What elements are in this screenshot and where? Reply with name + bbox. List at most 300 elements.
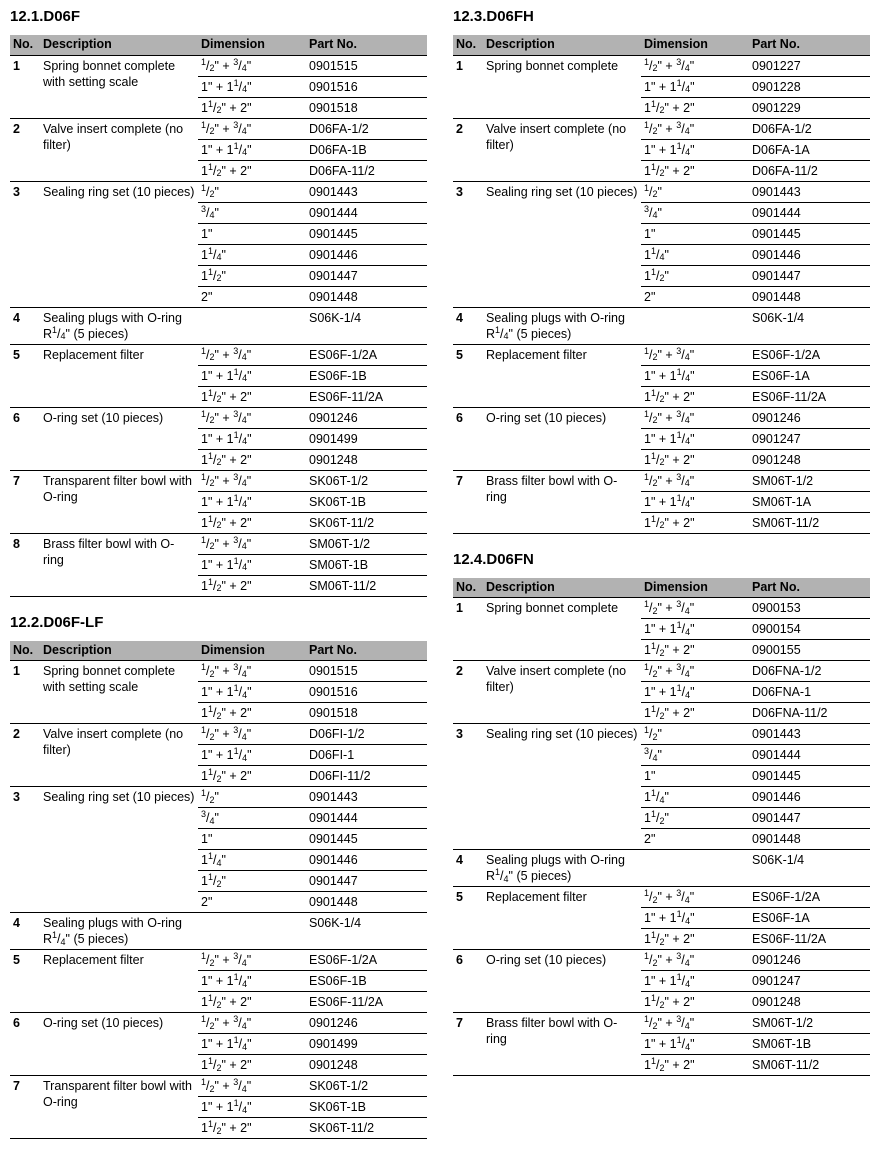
item-description: Sealing plugs with O-ring $R^1/_4$" (5 pieces) [40, 307, 198, 344]
item-part-number: 0901246 [749, 950, 870, 971]
column-header: Part No. [749, 578, 870, 598]
table-row [10, 470, 427, 491]
item-part-number: D06FNA-1/2 [749, 661, 870, 682]
item-dimension: $1^1/_2$" [641, 265, 749, 286]
item-description: O-ring set (10 pieces) [40, 407, 198, 470]
item-part-number: 0901247 [749, 428, 870, 449]
item-dimension: $^3/_4$" [641, 745, 749, 766]
item-part-number: ES06F-1/2A [749, 344, 870, 365]
item-dimension: 2" [641, 829, 749, 850]
item-part-number: 0901229 [749, 97, 870, 118]
item-dimension: $^3/_4$" [198, 202, 306, 223]
item-part-number: SM06T-1/2 [749, 1013, 870, 1034]
item-part-number: S06K-1/4 [306, 307, 427, 344]
item-part-number: SM06T-11/2 [306, 575, 427, 596]
item-number: 3 [453, 181, 483, 307]
item-dimension: 1" + $1^1/_4$" [198, 139, 306, 160]
item-part-number: ES06F-1/2A [306, 344, 427, 365]
parts-table [453, 578, 870, 1077]
item-dimension: $^1/_2$" [198, 181, 306, 202]
item-number: 1 [10, 55, 40, 118]
item-part-number: 0901248 [306, 1055, 427, 1076]
item-part-number: 0901446 [306, 244, 427, 265]
item-dimension: 1" [641, 223, 749, 244]
item-dimension: $^1/_2$" + $^3/_4$" [641, 118, 749, 139]
item-part-number: 0901444 [306, 808, 427, 829]
item-part-number: 0901443 [749, 181, 870, 202]
item-part-number: 0901444 [749, 745, 870, 766]
table-row [10, 344, 427, 365]
item-description: Sealing ring set (10 pieces) [40, 787, 198, 913]
column-header: Description [483, 578, 641, 598]
column-header: No. [10, 35, 40, 55]
item-part-number: ES06F-1B [306, 365, 427, 386]
item-dimension: 1" + $1^1/_4$" [198, 76, 306, 97]
item-description: Spring bonnet complete [483, 598, 641, 661]
item-dimension: $1^1/_2$" [641, 808, 749, 829]
table-row [453, 181, 870, 202]
item-part-number: SM06T-1/2 [306, 533, 427, 554]
item-dimension: 1" + $1^1/_4$" [641, 428, 749, 449]
item-dimension: 1" + $1^1/_4$" [198, 1034, 306, 1055]
item-part-number: D06FA-1/2 [306, 118, 427, 139]
item-part-number: 0901248 [749, 992, 870, 1013]
item-dimension: $^1/_2$" + $^3/_4$" [198, 1076, 306, 1097]
item-dimension [198, 307, 306, 344]
item-dimension: $1^1/_2$" + 2" [198, 97, 306, 118]
item-part-number: SM06T-1B [306, 554, 427, 575]
table-row [453, 307, 870, 344]
table-row [453, 661, 870, 682]
item-dimension: $^1/_2$" + $^3/_4$" [198, 724, 306, 745]
item-part-number: D06FI-11/2 [306, 766, 427, 787]
item-part-number: 0901447 [749, 265, 870, 286]
item-part-number: 0901443 [306, 181, 427, 202]
table-header-row [453, 35, 870, 55]
item-description: Transparent filter bowl with O-ring [40, 1076, 198, 1139]
item-part-number: ES06F-11/2A [306, 992, 427, 1013]
item-number: 3 [10, 787, 40, 913]
item-dimension: $^1/_2$" + $^3/_4$" [641, 344, 749, 365]
item-number: 2 [453, 661, 483, 724]
item-part-number: D06FA-1/2 [749, 118, 870, 139]
item-part-number: D06FA-11/2 [749, 160, 870, 181]
item-description: O-ring set (10 pieces) [483, 950, 641, 1013]
item-number: 6 [10, 1013, 40, 1076]
table-row [10, 661, 427, 682]
item-dimension: $^1/_2$" + $^3/_4$" [198, 470, 306, 491]
item-number: 7 [10, 1076, 40, 1139]
column-header: Dimension [198, 35, 306, 55]
item-description: Replacement filter [483, 887, 641, 950]
item-dimension: $1^1/_4$" [198, 244, 306, 265]
item-part-number: D06FA-11/2 [306, 160, 427, 181]
item-description: Sealing ring set (10 pieces) [40, 181, 198, 307]
item-dimension: 2" [198, 286, 306, 307]
table-row [10, 1013, 427, 1034]
item-description: Sealing plugs with O-ring $R^1/_4$" (5 pieces) [483, 307, 641, 344]
parts-section [10, 8, 427, 597]
table-row [453, 724, 870, 745]
item-dimension: $1^1/_2$" [198, 265, 306, 286]
item-dimension [641, 850, 749, 887]
item-dimension: $1^1/_4$" [641, 787, 749, 808]
item-part-number: 0901446 [749, 244, 870, 265]
item-part-number: SM06T-1A [749, 491, 870, 512]
item-part-number: 0901447 [306, 265, 427, 286]
item-description: Brass filter bowl with O-ring [40, 533, 198, 596]
item-dimension: $1^1/_2$" + 2" [641, 992, 749, 1013]
item-part-number: 0901445 [749, 223, 870, 244]
item-dimension: $^1/_2$" [198, 787, 306, 808]
item-dimension: 1" [198, 829, 306, 850]
item-dimension: $1^1/_2$" + 2" [198, 1055, 306, 1076]
item-dimension [198, 913, 306, 950]
table-row [453, 344, 870, 365]
item-part-number: SM06T-1/2 [749, 470, 870, 491]
table-row [10, 724, 427, 745]
item-part-number: SK06T-11/2 [306, 1118, 427, 1139]
item-description: O-ring set (10 pieces) [483, 407, 641, 470]
item-part-number: 0901446 [749, 787, 870, 808]
item-part-number: D06FNA-11/2 [749, 703, 870, 724]
parts-table [10, 35, 427, 597]
item-number: 7 [453, 1013, 483, 1076]
table-row [10, 55, 427, 76]
item-description: Spring bonnet complete with setting scale [40, 55, 198, 118]
parts-section [453, 8, 870, 534]
item-part-number: 0901444 [306, 202, 427, 223]
item-dimension: $1^1/_2$" + 2" [641, 1055, 749, 1076]
item-dimension [641, 307, 749, 344]
item-part-number: 0901246 [306, 407, 427, 428]
item-number: 4 [453, 307, 483, 344]
item-dimension: $1^1/_2$" + 2" [641, 160, 749, 181]
item-part-number: 0901515 [306, 55, 427, 76]
item-part-number: SK06T-11/2 [306, 512, 427, 533]
item-part-number: 0901445 [749, 766, 870, 787]
column-header: Description [40, 641, 198, 661]
item-dimension: 1" + $1^1/_4$" [198, 491, 306, 512]
item-dimension: 1" [641, 766, 749, 787]
item-part-number: ES06F-1A [749, 908, 870, 929]
item-number: 6 [10, 407, 40, 470]
item-part-number: D06FI-1 [306, 745, 427, 766]
item-part-number: S06K-1/4 [749, 850, 870, 887]
item-dimension: 1" + $1^1/_4$" [641, 971, 749, 992]
item-part-number: SK06T-1/2 [306, 1076, 427, 1097]
item-description: Valve insert complete (no filter) [40, 724, 198, 787]
item-dimension: 1" + $1^1/_4$" [641, 619, 749, 640]
table-row [10, 913, 427, 950]
item-dimension: 1" + $1^1/_4$" [641, 682, 749, 703]
item-description: Sealing ring set (10 pieces) [483, 181, 641, 307]
section-title: 12.1.D06F [10, 8, 81, 25]
item-number: 5 [10, 344, 40, 407]
item-number: 6 [453, 407, 483, 470]
item-part-number: D06FA-1A [749, 139, 870, 160]
item-description: Valve insert complete (no filter) [40, 118, 198, 181]
table-row [10, 1076, 427, 1097]
item-part-number: ES06F-11/2A [306, 386, 427, 407]
item-dimension: $1^1/_2$" [198, 871, 306, 892]
item-number: 2 [453, 118, 483, 181]
column-header: Part No. [306, 641, 427, 661]
page-column [453, 8, 870, 1093]
item-dimension: $^1/_2$" + $^3/_4$" [198, 1013, 306, 1034]
item-part-number: 0901516 [306, 682, 427, 703]
table-header-row [453, 578, 870, 598]
item-description: Sealing plugs with O-ring $R^1/_4$" (5 pieces) [40, 913, 198, 950]
item-part-number: 0901446 [306, 850, 427, 871]
item-dimension: 1" + $1^1/_4$" [198, 428, 306, 449]
item-dimension: $1^1/_4$" [198, 850, 306, 871]
item-dimension: 1" [198, 223, 306, 244]
item-dimension: $1^1/_4$" [641, 244, 749, 265]
item-part-number: 0901246 [306, 1013, 427, 1034]
column-header: Dimension [641, 578, 749, 598]
parts-table [453, 35, 870, 534]
item-description: Replacement filter [40, 950, 198, 1013]
item-number: 1 [453, 55, 483, 118]
column-header: Description [483, 35, 641, 55]
item-dimension: $1^1/_2$" + 2" [641, 512, 749, 533]
item-description: Sealing ring set (10 pieces) [483, 724, 641, 850]
item-dimension: $1^1/_2$" + 2" [641, 97, 749, 118]
item-dimension: $^1/_2$" + $^3/_4$" [641, 407, 749, 428]
item-dimension: $^1/_2$" + $^3/_4$" [641, 55, 749, 76]
item-dimension: 1" + $1^1/_4$" [198, 1097, 306, 1118]
table-header-row [10, 35, 427, 55]
item-description: Spring bonnet complete [483, 55, 641, 118]
item-dimension: $1^1/_2$" + 2" [641, 929, 749, 950]
item-part-number: 0901448 [749, 829, 870, 850]
item-dimension: 1" + $1^1/_4$" [198, 554, 306, 575]
item-dimension: $^1/_2$" + $^3/_4$" [198, 661, 306, 682]
column-header: No. [453, 578, 483, 598]
item-part-number: 0901518 [306, 97, 427, 118]
item-part-number: 0901448 [749, 286, 870, 307]
item-part-number: ES06F-1A [749, 365, 870, 386]
item-dimension: $^3/_4$" [198, 808, 306, 829]
page-column [10, 8, 427, 1156]
item-number: 5 [453, 887, 483, 950]
item-part-number: 0901443 [749, 724, 870, 745]
item-dimension: 1" + $1^1/_4$" [641, 491, 749, 512]
table-header-row [10, 641, 427, 661]
item-dimension: $^1/_2$" [641, 181, 749, 202]
column-header: No. [453, 35, 483, 55]
item-description: Replacement filter [40, 344, 198, 407]
item-dimension: $^3/_4$" [641, 202, 749, 223]
item-part-number: ES06F-11/2A [749, 929, 870, 950]
item-part-number: D06FNA-1 [749, 682, 870, 703]
item-part-number: 0901248 [306, 449, 427, 470]
table-row [453, 407, 870, 428]
table-row [453, 470, 870, 491]
item-part-number: 0901444 [749, 202, 870, 223]
item-dimension: $^1/_2$" + $^3/_4$" [198, 118, 306, 139]
item-dimension: $1^1/_2$" + 2" [641, 703, 749, 724]
item-dimension: 1" + $1^1/_4$" [641, 76, 749, 97]
item-number: 6 [453, 950, 483, 1013]
item-part-number: ES06F-1B [306, 971, 427, 992]
item-dimension: 2" [198, 892, 306, 913]
item-dimension: 1" + $1^1/_4$" [641, 908, 749, 929]
item-dimension: 2" [641, 286, 749, 307]
item-dimension: $^1/_2$" + $^3/_4$" [198, 344, 306, 365]
table-row [453, 598, 870, 619]
item-number: 5 [453, 344, 483, 407]
item-dimension: $^1/_2$" + $^3/_4$" [198, 55, 306, 76]
item-dimension: $^1/_2$" + $^3/_4$" [641, 661, 749, 682]
table-row [453, 887, 870, 908]
item-dimension: $1^1/_2$" + 2" [198, 992, 306, 1013]
table-row [453, 55, 870, 76]
table-row [10, 407, 427, 428]
table-row [10, 950, 427, 971]
item-number: 3 [10, 181, 40, 307]
item-dimension: $^1/_2$" + $^3/_4$" [641, 470, 749, 491]
item-description: O-ring set (10 pieces) [40, 1013, 198, 1076]
item-part-number: 0900155 [749, 640, 870, 661]
item-description: Valve insert complete (no filter) [483, 661, 641, 724]
item-part-number: 0901515 [306, 661, 427, 682]
item-part-number: S06K-1/4 [306, 913, 427, 950]
table-row [10, 181, 427, 202]
item-part-number: 0901447 [749, 808, 870, 829]
item-part-number: SM06T-11/2 [749, 512, 870, 533]
item-part-number: 0901516 [306, 76, 427, 97]
column-header: Description [40, 35, 198, 55]
item-dimension: $^1/_2$" [641, 724, 749, 745]
item-number: 3 [453, 724, 483, 850]
item-part-number: ES06F-1/2A [306, 950, 427, 971]
item-number: 4 [10, 307, 40, 344]
column-header: Part No. [749, 35, 870, 55]
item-dimension: $^1/_2$" + $^3/_4$" [198, 407, 306, 428]
item-description: Brass filter bowl with O-ring [483, 470, 641, 533]
item-dimension: $1^1/_2$" + 2" [198, 766, 306, 787]
section-title: 12.2.D06F-LF [10, 613, 104, 631]
item-part-number: 0901447 [306, 871, 427, 892]
item-dimension: $^1/_2$" + $^3/_4$" [641, 950, 749, 971]
item-part-number: 0901448 [306, 286, 427, 307]
item-dimension: $^1/_2$" + $^3/_4$" [198, 950, 306, 971]
item-part-number: 0901499 [306, 428, 427, 449]
section-title: 12.4.D06FN [453, 550, 534, 568]
item-dimension: $1^1/_2$" + 2" [198, 386, 306, 407]
item-description: Transparent filter bowl with O-ring [40, 470, 198, 533]
item-dimension: $^1/_2$" + $^3/_4$" [641, 1013, 749, 1034]
item-dimension: $1^1/_2$" + 2" [198, 1118, 306, 1139]
item-number: 1 [10, 661, 40, 724]
item-number: 8 [10, 533, 40, 596]
item-number: 5 [10, 950, 40, 1013]
item-dimension: $1^1/_2$" + 2" [198, 575, 306, 596]
item-number: 2 [10, 118, 40, 181]
parts-table [10, 641, 427, 1140]
item-dimension: $1^1/_2$" + 2" [641, 449, 749, 470]
item-number: 4 [10, 913, 40, 950]
item-number: 7 [10, 470, 40, 533]
table-row [10, 118, 427, 139]
item-dimension: 1" + $1^1/_4$" [198, 365, 306, 386]
item-dimension: $1^1/_2$" + 2" [641, 640, 749, 661]
item-number: 1 [453, 598, 483, 661]
item-part-number: 0901227 [749, 55, 870, 76]
table-row [10, 533, 427, 554]
item-part-number: 0901247 [749, 971, 870, 992]
item-part-number: 0900153 [749, 598, 870, 619]
item-part-number: 0901228 [749, 76, 870, 97]
table-row [453, 850, 870, 887]
item-dimension: $1^1/_2$" + 2" [198, 703, 306, 724]
item-description: Spring bonnet complete with setting scale [40, 661, 198, 724]
item-dimension: 1" + $1^1/_4$" [198, 971, 306, 992]
item-description: Brass filter bowl with O-ring [483, 1013, 641, 1076]
item-part-number: D06FI-1/2 [306, 724, 427, 745]
table-row [453, 1013, 870, 1034]
item-dimension: $^1/_2$" + $^3/_4$" [198, 533, 306, 554]
item-part-number: SM06T-1B [749, 1034, 870, 1055]
item-part-number: SM06T-11/2 [749, 1055, 870, 1076]
item-part-number: SK06T-1B [306, 491, 427, 512]
item-part-number: 0901448 [306, 892, 427, 913]
item-part-number: 0900154 [749, 619, 870, 640]
table-row [10, 307, 427, 344]
table-row [10, 787, 427, 808]
item-description: Replacement filter [483, 344, 641, 407]
item-part-number: 0901443 [306, 787, 427, 808]
column-header: Dimension [198, 641, 306, 661]
item-dimension: $1^1/_2$" + 2" [198, 160, 306, 181]
item-dimension: 1" + $1^1/_4$" [198, 745, 306, 766]
item-part-number: SK06T-1B [306, 1097, 427, 1118]
section-title: 12.3.D06FH [453, 8, 534, 25]
item-part-number: 0901248 [749, 449, 870, 470]
item-dimension: $1^1/_2$" + 2" [198, 512, 306, 533]
table-row [453, 950, 870, 971]
item-number: 4 [453, 850, 483, 887]
item-part-number: ES06F-1/2A [749, 887, 870, 908]
column-header: Part No. [306, 35, 427, 55]
parts-section [453, 551, 870, 1077]
item-part-number: 0901518 [306, 703, 427, 724]
item-dimension: 1" + $1^1/_4$" [641, 1034, 749, 1055]
item-part-number: 0901445 [306, 829, 427, 850]
parts-section [10, 614, 427, 1140]
item-number: 7 [453, 470, 483, 533]
table-row [453, 118, 870, 139]
column-header: No. [10, 641, 40, 661]
item-part-number: 0901246 [749, 407, 870, 428]
item-part-number: 0901499 [306, 1034, 427, 1055]
column-header: Dimension [641, 35, 749, 55]
item-dimension: $1^1/_2$" + 2" [198, 449, 306, 470]
item-dimension: $1^1/_2$" + 2" [641, 386, 749, 407]
item-number: 2 [10, 724, 40, 787]
item-description: Sealing plugs with O-ring $R^1/_4$" (5 pieces) [483, 850, 641, 887]
item-part-number: S06K-1/4 [749, 307, 870, 344]
item-dimension: 1" + $1^1/_4$" [198, 682, 306, 703]
item-part-number: 0901445 [306, 223, 427, 244]
item-description: Valve insert complete (no filter) [483, 118, 641, 181]
item-dimension: 1" + $1^1/_4$" [641, 139, 749, 160]
item-part-number: SK06T-1/2 [306, 470, 427, 491]
item-part-number: D06FA-1B [306, 139, 427, 160]
item-part-number: ES06F-11/2A [749, 386, 870, 407]
